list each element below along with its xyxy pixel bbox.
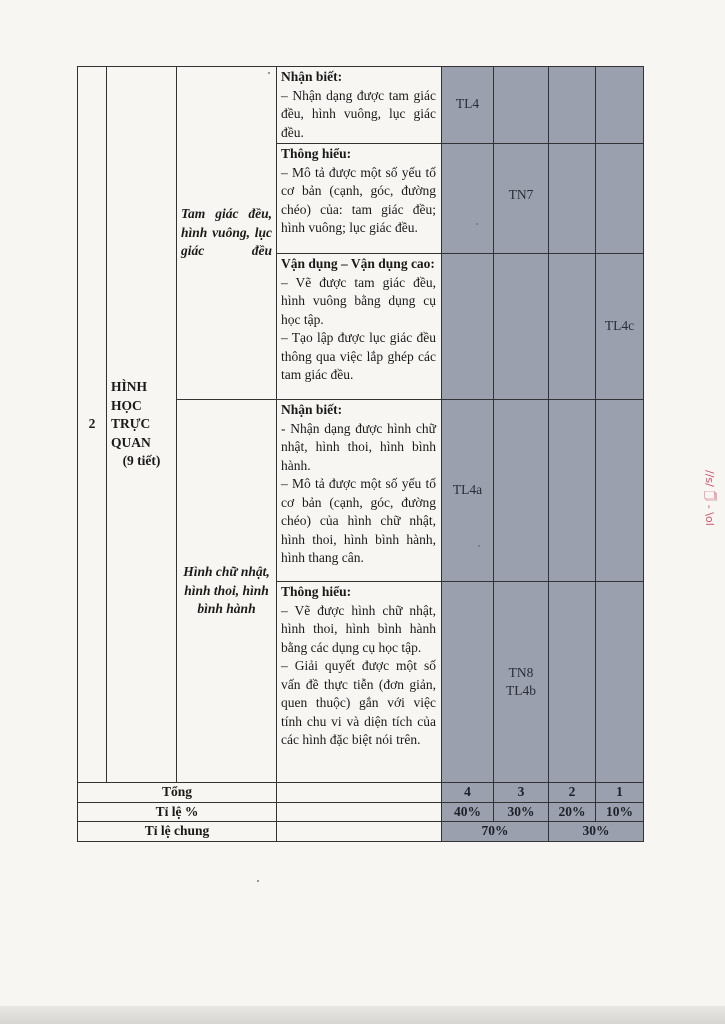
page-bottom-edge — [0, 1006, 725, 1024]
topic-line: (9 tiết) — [122, 453, 161, 469]
scan-speck — [476, 223, 478, 225]
requirement-text: – Mô tả được một số yếu tố cơ bản (cạnh, góc, đường chéo) của hình chữ nhật, hình thoi, hình bình hành, hình thang cân. — [281, 476, 436, 565]
unit-name: Hình chữ nhật, hình thoi, hình bình hành — [183, 564, 270, 617]
level-cell: TN7 — [494, 144, 549, 254]
requirement-cell — [277, 254, 442, 400]
unit-name-cell — [177, 67, 277, 400]
requirement-cell — [277, 144, 442, 254]
common-ratio-value: 30% — [549, 822, 644, 842]
unit-name-cell — [177, 400, 277, 783]
empty-cell — [277, 802, 442, 822]
level-title: Nhận biết: — [281, 402, 343, 417]
table-row — [78, 67, 644, 144]
topic-line: HỌC — [111, 397, 142, 413]
level-cell — [549, 144, 596, 254]
red-stamp-mark: //s/ 🗍 - \ol — [703, 470, 716, 526]
topic-line: QUAN — [111, 434, 151, 450]
level-cell — [442, 254, 494, 400]
topic-line: TRỰC — [111, 416, 151, 432]
ratio-label: Tỉ lệ % — [78, 802, 277, 822]
level-title: Thông hiểu: — [281, 146, 352, 161]
scan-speck — [268, 72, 270, 74]
requirement-cell — [277, 400, 442, 582]
level-cell: TN8 TL4b — [494, 582, 549, 783]
level-cell — [494, 400, 549, 582]
ratio-row — [78, 802, 644, 822]
ratio-value: 10% — [596, 802, 644, 822]
level-title: Nhận biết: — [281, 69, 343, 84]
ratio-value: 20% — [549, 802, 596, 822]
level-title: Thông hiểu: — [281, 584, 352, 599]
topic-line: HÌNH — [111, 379, 148, 395]
level-cell — [442, 582, 494, 783]
empty-cell — [277, 822, 442, 842]
level-cell: TL4a — [442, 400, 494, 582]
requirement-text: – Vẽ được hình chữ nhật, hình thoi, hình bình hành bằng các dụng cụ học tập. — [281, 602, 436, 655]
ratio-value: 40% — [442, 802, 494, 822]
level-cell — [549, 582, 596, 783]
level-cell — [596, 144, 644, 254]
level-cell: TL4c — [596, 254, 644, 400]
common-ratio-label: Tỉ lệ chung — [78, 822, 277, 842]
scan-speck — [257, 880, 259, 882]
level-cell: TL4 — [442, 67, 494, 144]
scan-speck — [478, 545, 480, 547]
requirement-text: – Nhận dạng được tam giác đều, hình vuông, lục giác đều. — [281, 87, 436, 140]
level-cell — [442, 144, 494, 254]
level-cell — [596, 67, 644, 144]
unit-name: Tam giác đều, hình vuông, lục giác đều — [181, 206, 272, 259]
level-cell — [494, 67, 549, 144]
requirement-text: – Mô tả được một số yếu tố cơ bản (cạnh, góc, đường chéo) của: tam giác đều; hình vuông; lục giác đều. — [281, 164, 436, 235]
requirement-text: – Vẽ được tam giác đều, hình vuông bằng dụng cụ học tập. — [281, 274, 436, 327]
requirement-text: - Nhận dạng được hình chữ nhật, hình thoi, hình bình hành. — [281, 420, 436, 473]
common-ratio-row — [78, 822, 644, 842]
topic-cell — [107, 67, 177, 783]
requirement-text: – Tạo lập được lục giác đều thông qua việc lắp ghép các tam giác đều. — [281, 330, 436, 382]
total-row — [78, 783, 644, 803]
row-number: 2 — [78, 67, 107, 783]
total-value: 4 — [442, 783, 494, 803]
level-cell — [494, 254, 549, 400]
level-cell — [549, 67, 596, 144]
level-cell — [549, 254, 596, 400]
ratio-value: 30% — [494, 802, 549, 822]
common-ratio-value: 70% — [442, 822, 549, 842]
requirement-cell — [277, 67, 442, 144]
total-label: Tổng — [78, 783, 277, 803]
total-value: 2 — [549, 783, 596, 803]
total-value: 3 — [494, 783, 549, 803]
total-value: 1 — [596, 783, 644, 803]
level-cell — [596, 582, 644, 783]
assessment-matrix-table — [77, 66, 644, 842]
requirement-text: – Giải quyết được một số vấn đề thực tiễn (đơn giản, quen thuộc) gắn với việc tính chu vi và diện tích của các hình đặc biệt nói trên. — [281, 658, 436, 747]
level-title: Vận dụng – Vận dụng cao: — [281, 256, 435, 271]
empty-cell — [277, 783, 442, 803]
requirement-cell — [277, 582, 442, 783]
